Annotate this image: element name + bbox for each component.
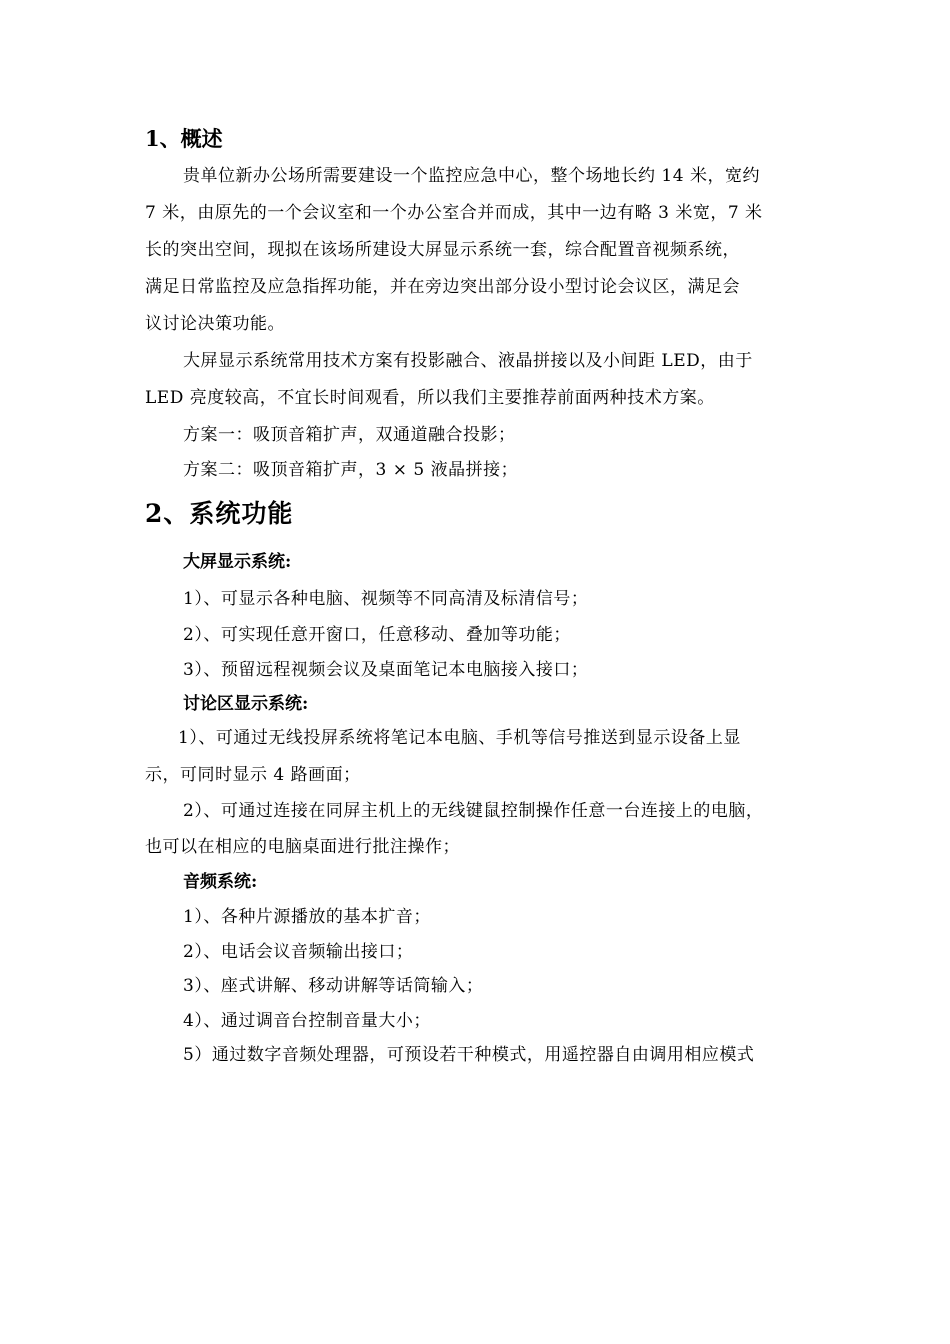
overview-para1-line5: 议讨论决策功能。	[145, 314, 285, 334]
overview-para2-line2: LED 亮度较高，不宜长时间观看，所以我们主要推荐前面两种技术方案。	[145, 388, 715, 408]
audio-item-1: 1）、各种片源播放的基本扩音；	[183, 907, 431, 927]
section-1-heading: 1、概述	[145, 126, 223, 151]
big-screen-title: 大屏显示系统:	[183, 552, 292, 572]
audio-item-4: 4）、通过调音台控制音量大小；	[183, 1011, 431, 1031]
plan-2: 方案二：吸顶音箱扩声，3 × 5 液晶拼接；	[183, 460, 519, 480]
big-screen-item-1: 1）、可显示各种电脑、视频等不同高清及标清信号；	[183, 589, 589, 609]
audio-item-3: 3）、座式讲解、移动讲解等话筒输入；	[183, 976, 484, 996]
overview-para1-line2: 7 米，由原先的一个会议室和一个办公室合并而成，其中一边有略 3 米宽，7 米	[145, 203, 763, 223]
section-2-heading: 2、系统功能	[145, 499, 294, 528]
audio-item-2: 2）、电话会议音频输出接口；	[183, 942, 414, 962]
discussion-item-2-line2: 也可以在相应的电脑桌面进行批注操作；	[145, 837, 460, 857]
discussion-item-1-line2: 示，可同时显示 4 路画面；	[145, 765, 361, 785]
audio-title: 音频系统:	[183, 872, 258, 892]
overview-para2-line1: 大屏显示系统常用技术方案有投影融合、液晶拼接以及小间距 LED，由于	[183, 351, 753, 371]
overview-para1-line3: 长的突出空间，现拟在该场所建设大屏显示系统一套，综合配置音视频系统，	[145, 240, 740, 260]
audio-item-5: 5）通过数字音频处理器，可预设若干种模式，用遥控器自由调用相应模式	[183, 1045, 755, 1065]
big-screen-item-3: 3）、预留远程视频会议及桌面笔记本电脑接入接口；	[183, 660, 589, 680]
discussion-title: 讨论区显示系统:	[183, 694, 309, 714]
overview-para1-line4: 满足日常监控及应急指挥功能，并在旁边突出部分设小型讨论会议区，满足会	[145, 277, 740, 297]
discussion-item-2-line1: 2）、可通过连接在同屏主机上的无线键鼠控制操作任意一台连接上的电脑，	[183, 801, 764, 821]
big-screen-item-2: 2）、可实现任意开窗口，任意移动、叠加等功能；	[183, 625, 571, 645]
discussion-item-1-line1: 1）、可通过无线投屏系统将笔记本电脑、手机等信号推送到显示设备上显	[178, 728, 741, 748]
overview-para1-line1: 贵单位新办公场所需要建设一个监控应急中心，整个场地长约 14 米，宽约	[183, 166, 760, 186]
plan-1: 方案一：吸顶音箱扩声，双通道融合投影；	[183, 425, 516, 445]
